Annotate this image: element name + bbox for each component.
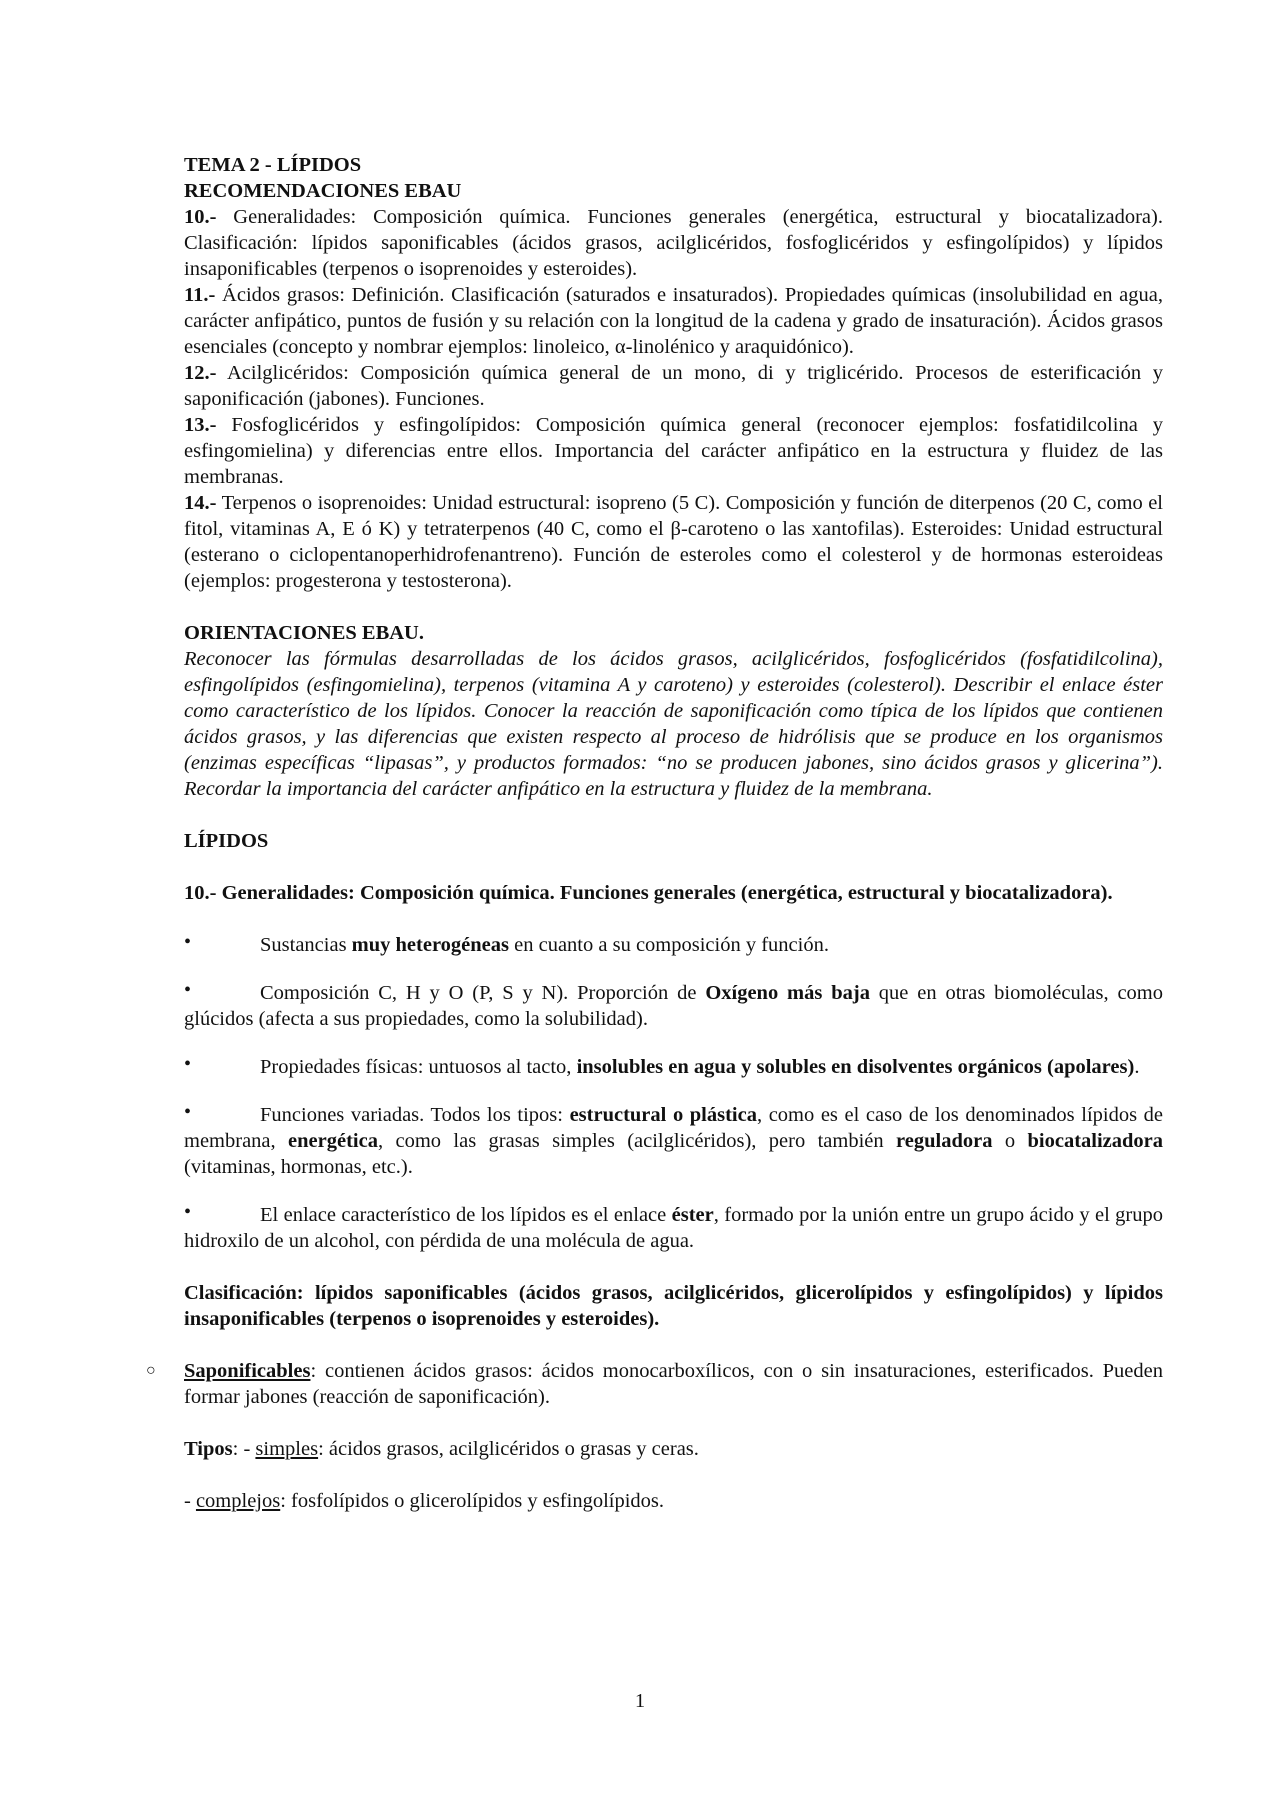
spacer xyxy=(184,1032,1163,1054)
recommendation-14 xyxy=(184,490,1163,594)
complex-label: complejos xyxy=(195,1490,281,1512)
recommendation-11 xyxy=(184,282,1163,360)
spacer xyxy=(184,1332,1163,1358)
types-complex-line: - complejos: fosfolípidos o glicerolípidos y esfingolípidos. xyxy=(184,1490,665,1512)
spacer xyxy=(184,1254,1163,1280)
circle-bullet-icon: ○ xyxy=(146,1362,156,1379)
saponifiable-item xyxy=(146,1358,1163,1410)
bullet-heterogeneous: • Sustancias muy heterogéneas en cuanto a su composición y función. xyxy=(184,931,829,956)
section-10-heading: 10.- Generalidades: Composición química. Funciones generales (energética, estructural y biocatalizadora). xyxy=(184,882,1113,904)
item-text: Ácidos grasos: Definición. Clasificación (saturados e insaturados). Propiedades químicas (insolubilidad en agua, carácter anfipático, puntos de fusión y su relación con la longitud de la cadena y grado de insaturación). Ácidos grasos esenciales (concepto y nombrar ejemplos: linoleico, α-linolénico y araquidónico). xyxy=(184,284,1163,358)
spacer xyxy=(184,1462,1163,1488)
item-number: 12.- xyxy=(184,362,217,384)
bullet-ester-bond: • El enlace característico de los lípidos es el enlace éster, formado por la unión entre un grupo ácido y el grupo hidroxilo de un alcohol, con pérdida de una molécula de agua. xyxy=(184,1201,1163,1252)
item-number: 10.- xyxy=(184,206,217,228)
item-text: Terpenos o isoprenoides: Unidad estructural: isopreno (5 C). Composición y función de diterpenos (20 C, como el fitol, vitaminas A, E ó K) y tetraterpenos (40 C, como el β-caroteno o las xantofilas). Esteroides: Unidad estructural (esterano o ciclopentanoperhidrofenantreno). Función de esteroles como el colesterol y de hormonas esteroideas (ejemplos: progesterona y testosterona). xyxy=(184,492,1163,592)
spacer xyxy=(184,1410,1163,1436)
spacer xyxy=(184,906,1163,932)
bullet-icon: • xyxy=(184,1101,192,1123)
bullet-icon: • xyxy=(184,1053,192,1075)
recommendations-heading: RECOMENDACIONES EBAU xyxy=(184,180,462,202)
recommendation-10 xyxy=(184,204,1163,282)
simple-label: simples xyxy=(255,1438,319,1460)
recommendation-12 xyxy=(184,360,1163,412)
bullet-icon: • xyxy=(184,979,192,1001)
spacer xyxy=(184,1180,1163,1202)
spacer xyxy=(184,958,1163,980)
bullet-icon: • xyxy=(184,1201,192,1223)
spacer xyxy=(184,594,1163,620)
bullet-functions: • Funciones variadas. Todos los tipos: estructural o plástica, como es el caso de los denominados lípidos de membrana, energética, como las grasas simples (acilglicéridos), pero también reguladora o biocatalizadora (vitaminas, hormonas, etc.). xyxy=(184,1101,1164,1178)
types-simple-line: Tipos: - simples: ácidos grasos, acilglicéridos o grasas y ceras. xyxy=(184,1438,699,1460)
recommendation-13 xyxy=(184,412,1163,490)
spacer xyxy=(184,1080,1163,1102)
spacer xyxy=(184,854,1163,880)
item-text: Acilglicéridos: Composición química general de un mono, di y triglicérido. Procesos de esterificación y saponificación (jabones). Funciones. xyxy=(184,362,1163,410)
document-title: TEMA 2 - LÍPIDOS xyxy=(184,154,362,176)
types-label: Tipos xyxy=(184,1438,233,1460)
lipids-heading: LÍPIDOS xyxy=(184,830,269,852)
spacer xyxy=(184,802,1163,828)
bullet-physical-properties: • Propiedades físicas: untuosos al tacto, insolubles en agua y solubles en disolventes orgánicos (apolares). xyxy=(184,1053,1140,1078)
classification-heading: Clasificación: lípidos saponificables (ácidos grasos, acilglicéridos, glicerolípidos y esfingolípidos) y lípidos insaponificables (terpenos o isoprenoides y esteroides). xyxy=(184,1282,1163,1330)
orientations-text: Reconocer las fórmulas desarrolladas de los ácidos grasos, acilglicéridos, fosfoglicéridos (fosfatidilcolina), esfingolípidos (esfingomielina), terpenos (vitamina A y caroteno) y esteroides (colesterol). Describir el enlace éster como característico de los lípidos. Conocer la reacción de saponificación como típica de los lípidos que contienen ácidos grasos, y las diferencias que existen respecto al proceso de hidrólisis que se produce en los organismos (enzimas específicas “lipasas”, y productos formados: “no se producen jabones, sino ácidos grasos y glicerina”). Recordar la importancia del carácter anfipático en la estructura y fluidez de la membrana. xyxy=(184,648,1163,800)
saponifiable-label: Saponificables xyxy=(184,1360,311,1382)
page-number: 1 xyxy=(634,1690,646,1712)
orientations-heading: ORIENTACIONES EBAU. xyxy=(184,622,424,644)
item-number: 11.- xyxy=(184,284,216,306)
item-text: Fosfoglicéridos y esfingolípidos: Composición química general (reconocer ejemplos: fosfatidilcolina y esfingomielina) y diferencias entre ellos. Importancia del carácter anfipático en la estructura y fluidez de las membranas. xyxy=(184,414,1163,488)
document-page xyxy=(146,152,1164,1514)
item-number: 14.- xyxy=(184,492,217,514)
bullet-composition: • Composición C, H y O (P, S y N). Proporción de Oxígeno más baja que en otras biomoléculas, como glúcidos (afecta a sus propiedades, como la solubilidad). xyxy=(184,979,1163,1030)
item-number: 13.- xyxy=(184,414,217,436)
saponifiable-text: : contienen ácidos grasos: ácidos monocarboxílicos, con o sin insaturaciones, esterificados. Pueden formar jabones (reacción de saponificación). xyxy=(184,1360,1163,1408)
item-text: Generalidades: Composición química. Funciones generales (energética, estructural y biocatalizadora). Clasificación: lípidos saponificables (ácidos grasos, acilglicéridos, fosfoglicéridos y esfingolípidos) y lípidos insaponificables (terpenos o isoprenoides y esteroides). xyxy=(184,206,1163,280)
bullet-icon: • xyxy=(184,931,192,953)
